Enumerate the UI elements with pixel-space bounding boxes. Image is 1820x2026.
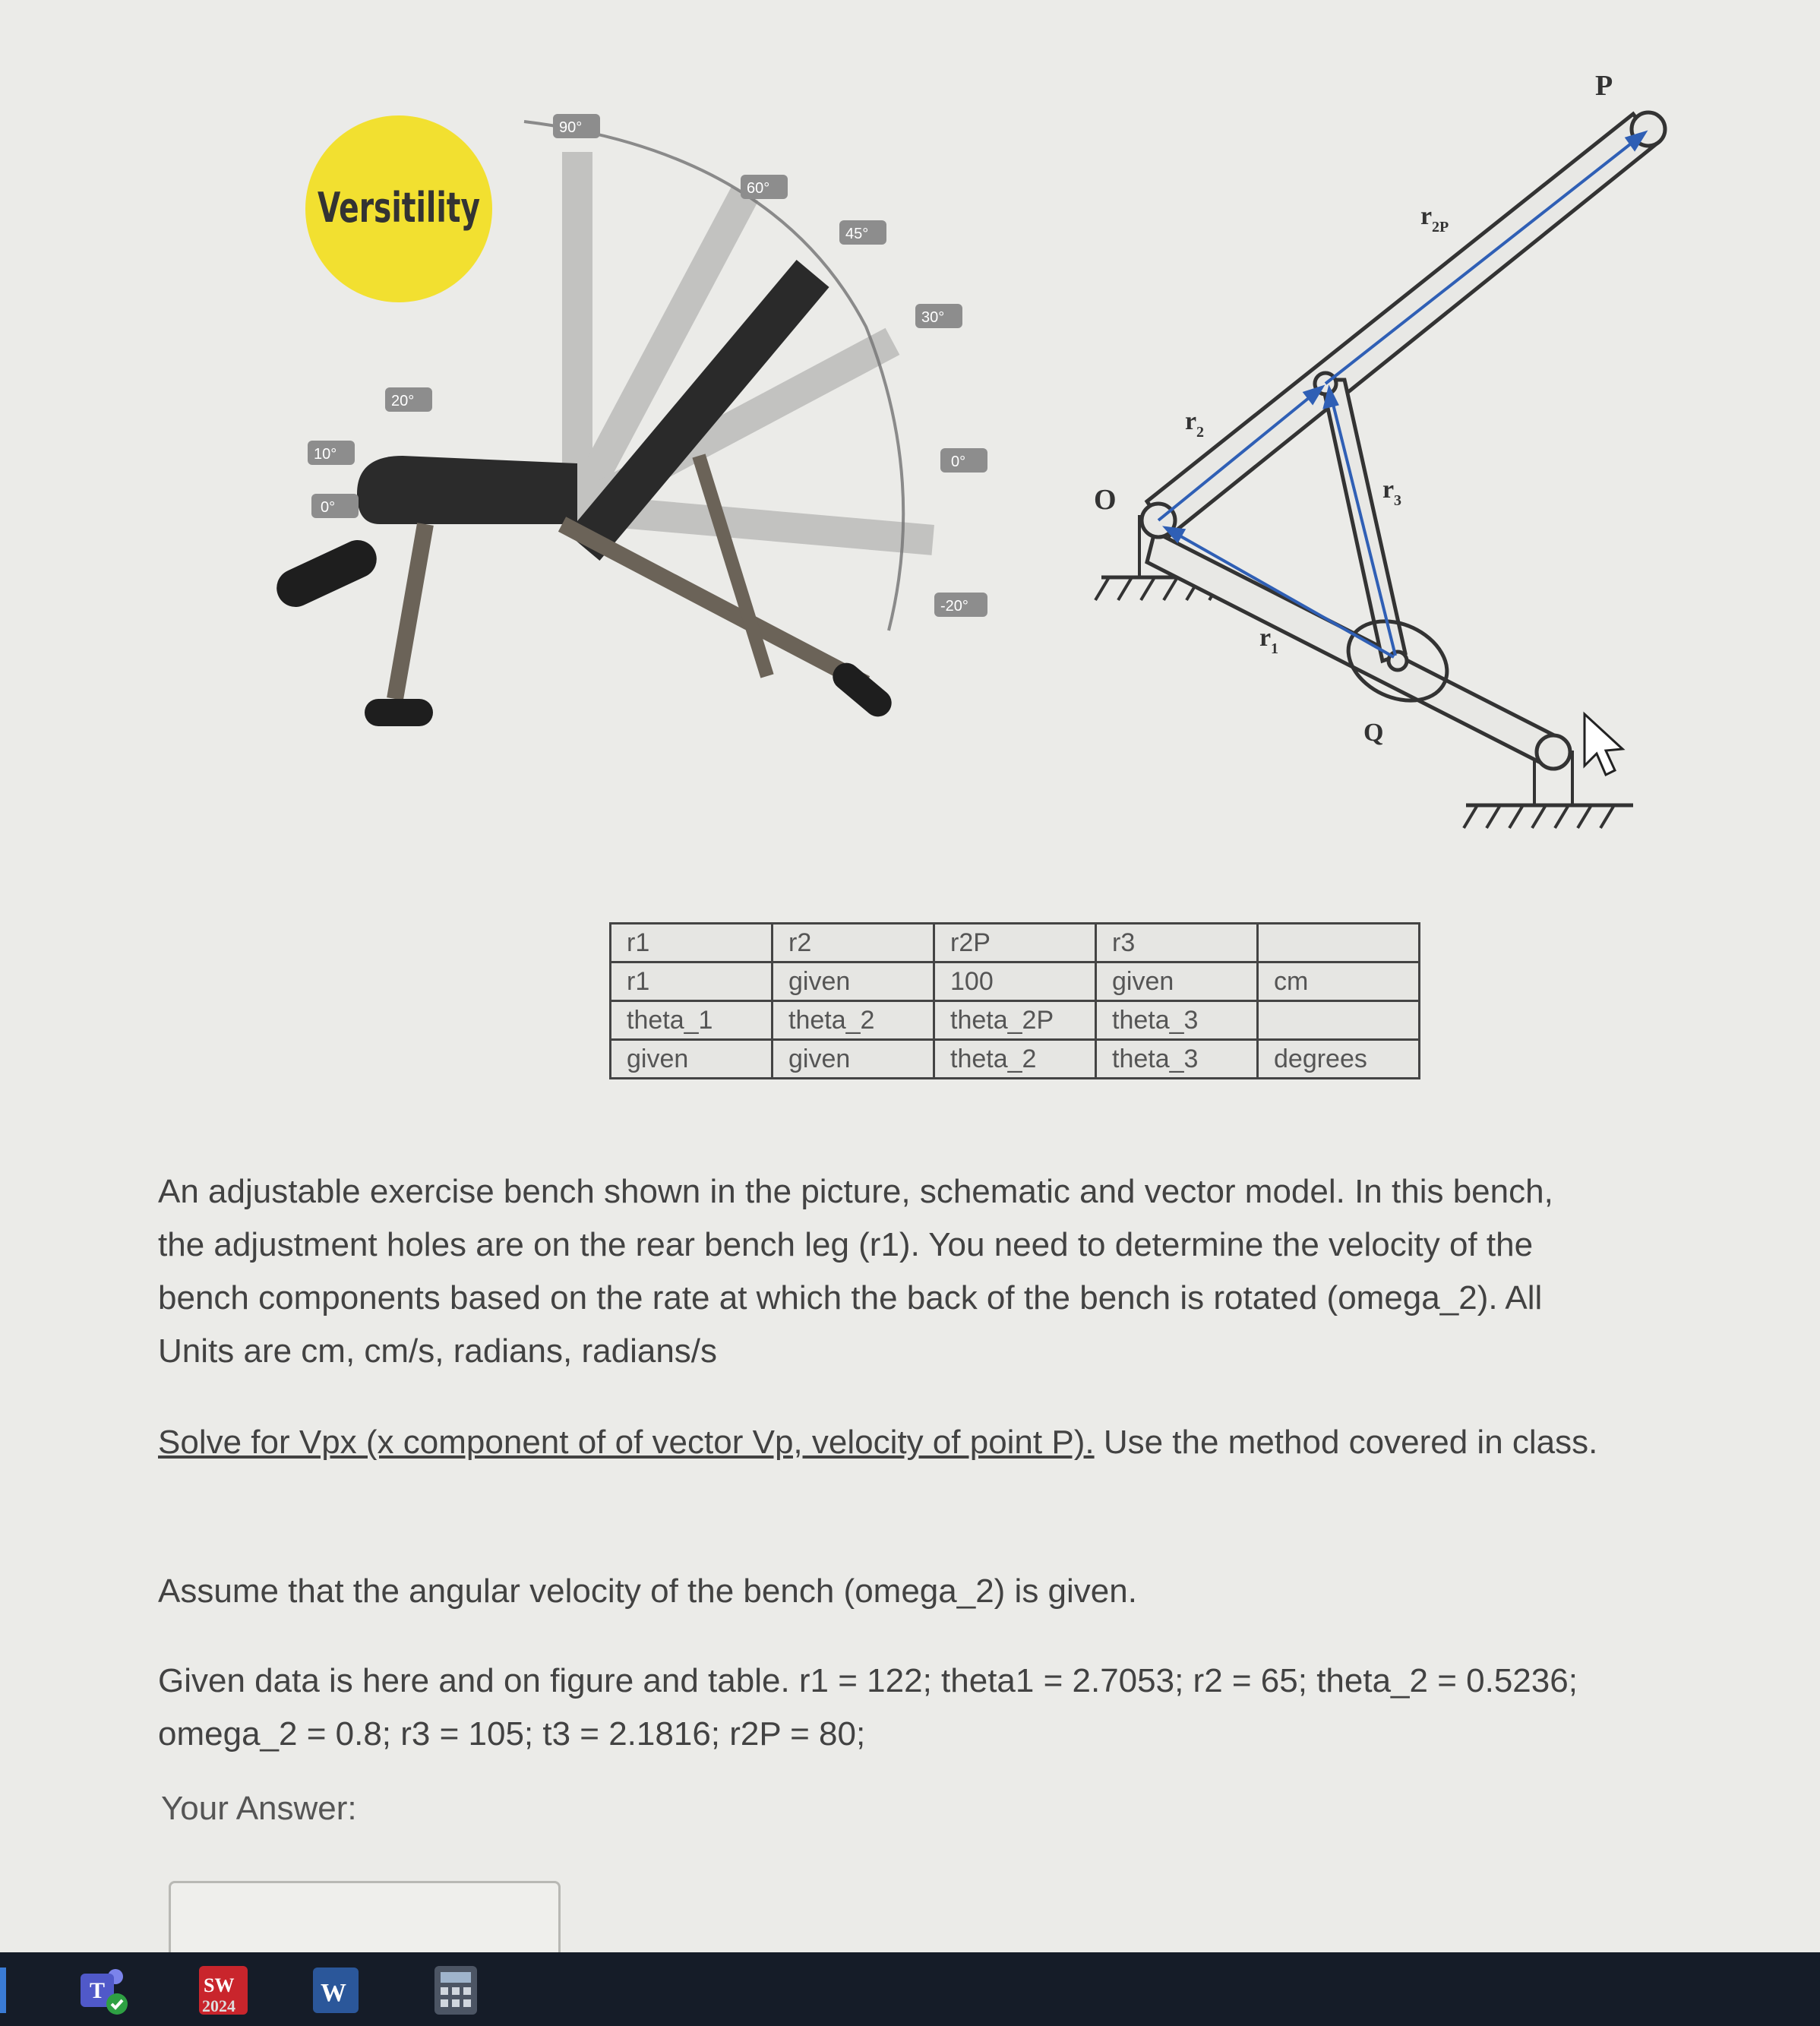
table-cell: 100 xyxy=(934,962,1096,1001)
task-underlined: Solve for Vpx (x component of of vector Vp, velocity of point P). xyxy=(158,1424,1095,1461)
svg-text:90°: 90° xyxy=(559,119,583,136)
svg-text:3: 3 xyxy=(1394,492,1401,509)
table-cell: theta_1 xyxy=(611,1001,773,1040)
teams-icon[interactable] xyxy=(76,1961,134,2019)
svg-text:30°: 30° xyxy=(921,309,945,326)
table-cell: given xyxy=(773,1040,934,1079)
table-row xyxy=(611,1040,1420,1079)
table-cell: r2 xyxy=(773,924,934,962)
svg-text:r: r xyxy=(1382,476,1395,504)
svg-text:45°: 45° xyxy=(845,226,869,242)
table-cell: theta_2 xyxy=(773,1001,934,1040)
data-table xyxy=(609,922,1420,1079)
table-cell: r1 xyxy=(611,924,773,962)
label-p: P xyxy=(1595,70,1613,102)
svg-text:10°: 10° xyxy=(314,446,337,463)
label-r3 xyxy=(1382,476,1401,509)
label-r2p xyxy=(1420,202,1449,235)
taskbar-edge xyxy=(0,1968,6,2013)
svg-text:-20°: -20° xyxy=(940,598,968,615)
svg-text:r: r xyxy=(1259,624,1272,652)
pin-right xyxy=(1537,735,1570,769)
seat xyxy=(357,456,577,524)
table-cell xyxy=(1258,924,1420,962)
svg-text:0°: 0° xyxy=(321,499,336,516)
table-cell: given xyxy=(611,1040,773,1079)
taskbar xyxy=(0,1952,1820,2026)
table-cell: theta_2 xyxy=(934,1040,1096,1079)
frame-rail xyxy=(562,524,866,684)
link-r3 xyxy=(1322,380,1405,661)
link-rear xyxy=(1147,532,1557,767)
label-o: O xyxy=(1094,484,1117,516)
label-q: Q xyxy=(1363,719,1384,747)
task-rest: Use the method covered in class. xyxy=(1094,1424,1598,1461)
svg-text:r: r xyxy=(1420,202,1433,230)
mechanism-schematic xyxy=(1063,61,1656,851)
svg-text:60°: 60° xyxy=(747,180,770,197)
problem-assumption: Assume that the angular velocity of the bench (omega_2) is given. xyxy=(158,1572,1137,1610)
calculator-icon[interactable] xyxy=(427,1961,485,2019)
svg-text:20°: 20° xyxy=(391,393,415,409)
problem-description: An adjustable exercise bench shown in the picture, schematic and vector model. In this bench, the adjustment holes are on the rear bench leg (r1). You need to determine the velocity of the bench components based on the rate at which the back of the bench is rotated (omega_2). All Units are cm, cm/s, radians, radians/s xyxy=(158,1173,1553,1370)
table-row xyxy=(611,962,1420,1001)
table-cell: theta_2P xyxy=(934,1001,1096,1040)
front-leg xyxy=(395,524,425,699)
svg-text:1: 1 xyxy=(1271,640,1278,657)
versitility-badge xyxy=(304,114,494,304)
cursor-icon xyxy=(1585,714,1623,775)
svg-text:Versitility: Versitility xyxy=(318,184,480,232)
leg-roller xyxy=(270,534,383,613)
foot-rear xyxy=(827,657,897,722)
table-cell: given xyxy=(1096,962,1258,1001)
svg-text:r: r xyxy=(1185,407,1197,435)
svg-text:2024: 2024 xyxy=(202,1996,235,2015)
table-cell: r1 xyxy=(611,962,773,1001)
svg-text:2P: 2P xyxy=(1432,219,1449,235)
table-cell: cm xyxy=(1258,962,1420,1001)
svg-text:SW: SW xyxy=(204,1974,235,1996)
table-cell: r3 xyxy=(1096,924,1258,962)
rear-leg xyxy=(699,456,767,676)
answer-label: Your Answer: xyxy=(161,1790,357,1827)
table-cell: r2P xyxy=(934,924,1096,962)
label-r2 xyxy=(1185,407,1204,441)
table-cell xyxy=(1258,1001,1420,1040)
table-cell: degrees xyxy=(1258,1040,1420,1079)
table-cell: theta_3 xyxy=(1096,1040,1258,1079)
word-icon[interactable] xyxy=(307,1961,365,2019)
svg-text:0°: 0° xyxy=(951,454,966,470)
table-cell: theta_3 xyxy=(1096,1001,1258,1040)
given-data: Given data is here and on figure and table. r1 = 122; theta1 = 2.7053; r2 = 65; theta_2 = 0.5236; omega_2 = 0.8; r3 = 105; t3 = 2.1816; r2P = 80; xyxy=(158,1662,1578,1753)
table-row xyxy=(611,1001,1420,1040)
svg-text:2: 2 xyxy=(1196,424,1204,441)
foot-front xyxy=(365,699,433,726)
svg-text:W: W xyxy=(321,1979,346,2007)
table-row xyxy=(611,924,1420,962)
svg-text:T: T xyxy=(90,1978,106,2003)
table-cell: given xyxy=(773,962,934,1001)
solidworks-icon[interactable] xyxy=(194,1961,252,2019)
problem-task xyxy=(158,1416,1601,1469)
